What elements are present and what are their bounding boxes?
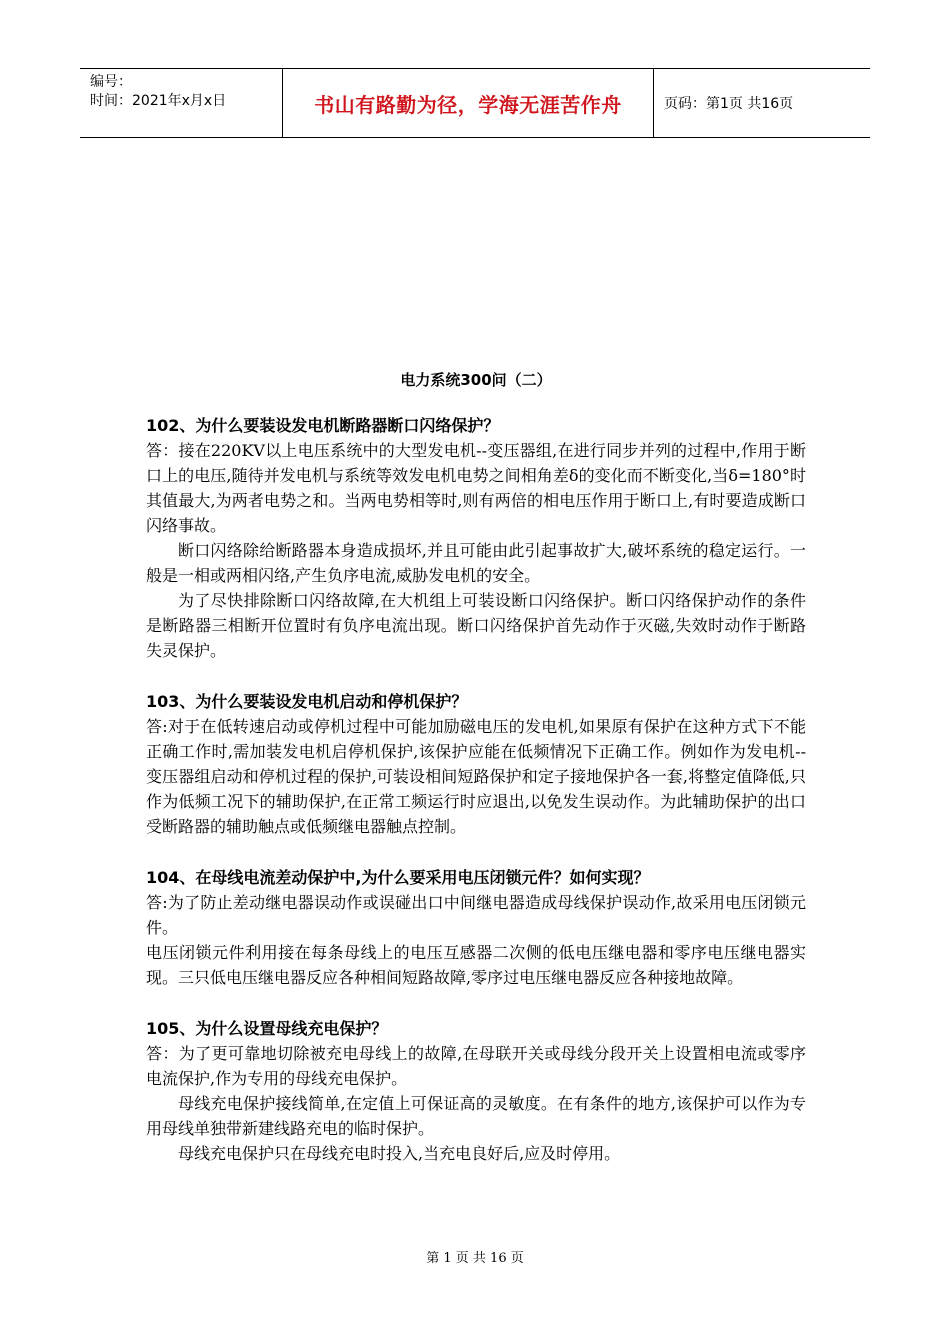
document-title: 电力系统300问（二） [400, 371, 552, 389]
page-info-text: 页码：第1页 共16页 [664, 96, 794, 112]
answer-paragraph: 答：接在220KV以上电压系统中的大型发电机--变压器组,在进行同步并列的过程中,作用于断口上的电压,随待并发电机与系统等效发电机电势之间相角差δ的变化而不断变化,当δ=180°时其值最大,为两者电势之和。当两电势相等时,则有两倍的相电压作用于断口上,有时要造成断口闪络事故。 [146, 441, 806, 535]
answer-paragraph: 母线充电保护接线简单,在定值上可保证高的灵敏度。在有条件的地方,该保护可以作为专用母线单独带新建线路充电的临时保护。 [146, 1094, 806, 1138]
header-motto-cell [282, 69, 654, 137]
answer-paragraph: 电压闭锁元件利用接在每条母线上的电压互感器二次侧的低电压继电器和零序电压继电器实现。三只低电压继电器反应各种相间短路故障,零序过电压继电器反应各种接地故障。 [146, 943, 806, 987]
date-label: 时间：2021年x月x日 [90, 93, 227, 109]
question-heading: 105、为什么设置母线充电保护？ [146, 1019, 388, 1038]
section-104 [146, 865, 806, 990]
header-meta [80, 69, 282, 137]
page-header [80, 68, 870, 138]
answer-paragraph: 为了尽快排除断口闪络故障,在大机组上可装设断口闪络保护。断口闪络保护动作的条件是断路器三相断开位置时有负序电流出现。断口闪络保护首先动作于灭磁,失效时动作于断路失灵保护。 [146, 591, 806, 660]
question-heading: 103、为什么要装设发电机启动和停机保护？ [146, 692, 468, 711]
question-heading: 102、为什么要装设发电机断路器断口闪络保护？ [146, 416, 500, 435]
header-page-info [654, 69, 870, 137]
section-103 [146, 689, 806, 839]
answer-paragraph: 答:为了防止差动继电器误动作或误碰出口中间继电器造成母线保护误动作,故采用电压闭锁元件。 [146, 893, 806, 937]
motto-text: 书山有路勤为径，学海无涯苦作舟 [314, 92, 622, 117]
answer-paragraph: 断口闪络除给断路器本身造成损坏,并且可能由此引起事故扩大,破坏系统的稳定运行。一般是一相或两相闪络,产生负序电流,威胁发电机的安全。 [146, 541, 806, 585]
page-footer: 第 1 页 共 16 页 [426, 1251, 524, 1266]
answer-paragraph: 答：为了更可靠地切除被充电母线上的故障,在母联开关或母线分段开关上设置相电流或零序电流保护,作为专用的母线充电保护。 [146, 1044, 806, 1088]
section-102 [146, 413, 806, 663]
section-105 [146, 1016, 806, 1166]
answer-paragraph: 答:对于在低转速启动或停机过程中可能加励磁电压的发电机,如果原有保护在这种方式下不能正确工作时,需加装发电机启停机保护,该保护应能在低频情况下正确工作。例如作为发电机--变压器组启动和停机过程的保护,可装设相间短路保护和定子接地保护各一套,将整定值降低,只作为低频工况下的辅助保护,在正常工频运行时应退出,以免发生误动作。为此辅助保护的出口受断路器的辅助触点或低频继电器触点控制。 [146, 717, 806, 836]
serial-number-label: 编号： [90, 74, 132, 90]
answer-paragraph: 母线充电保护只在母线充电时投入,当充电良好后,应及时停用。 [178, 1144, 621, 1163]
document-body [146, 368, 806, 1192]
question-heading: 104、在母线电流差动保护中,为什么要采用电压闭锁元件？如何实现？ [146, 868, 650, 887]
